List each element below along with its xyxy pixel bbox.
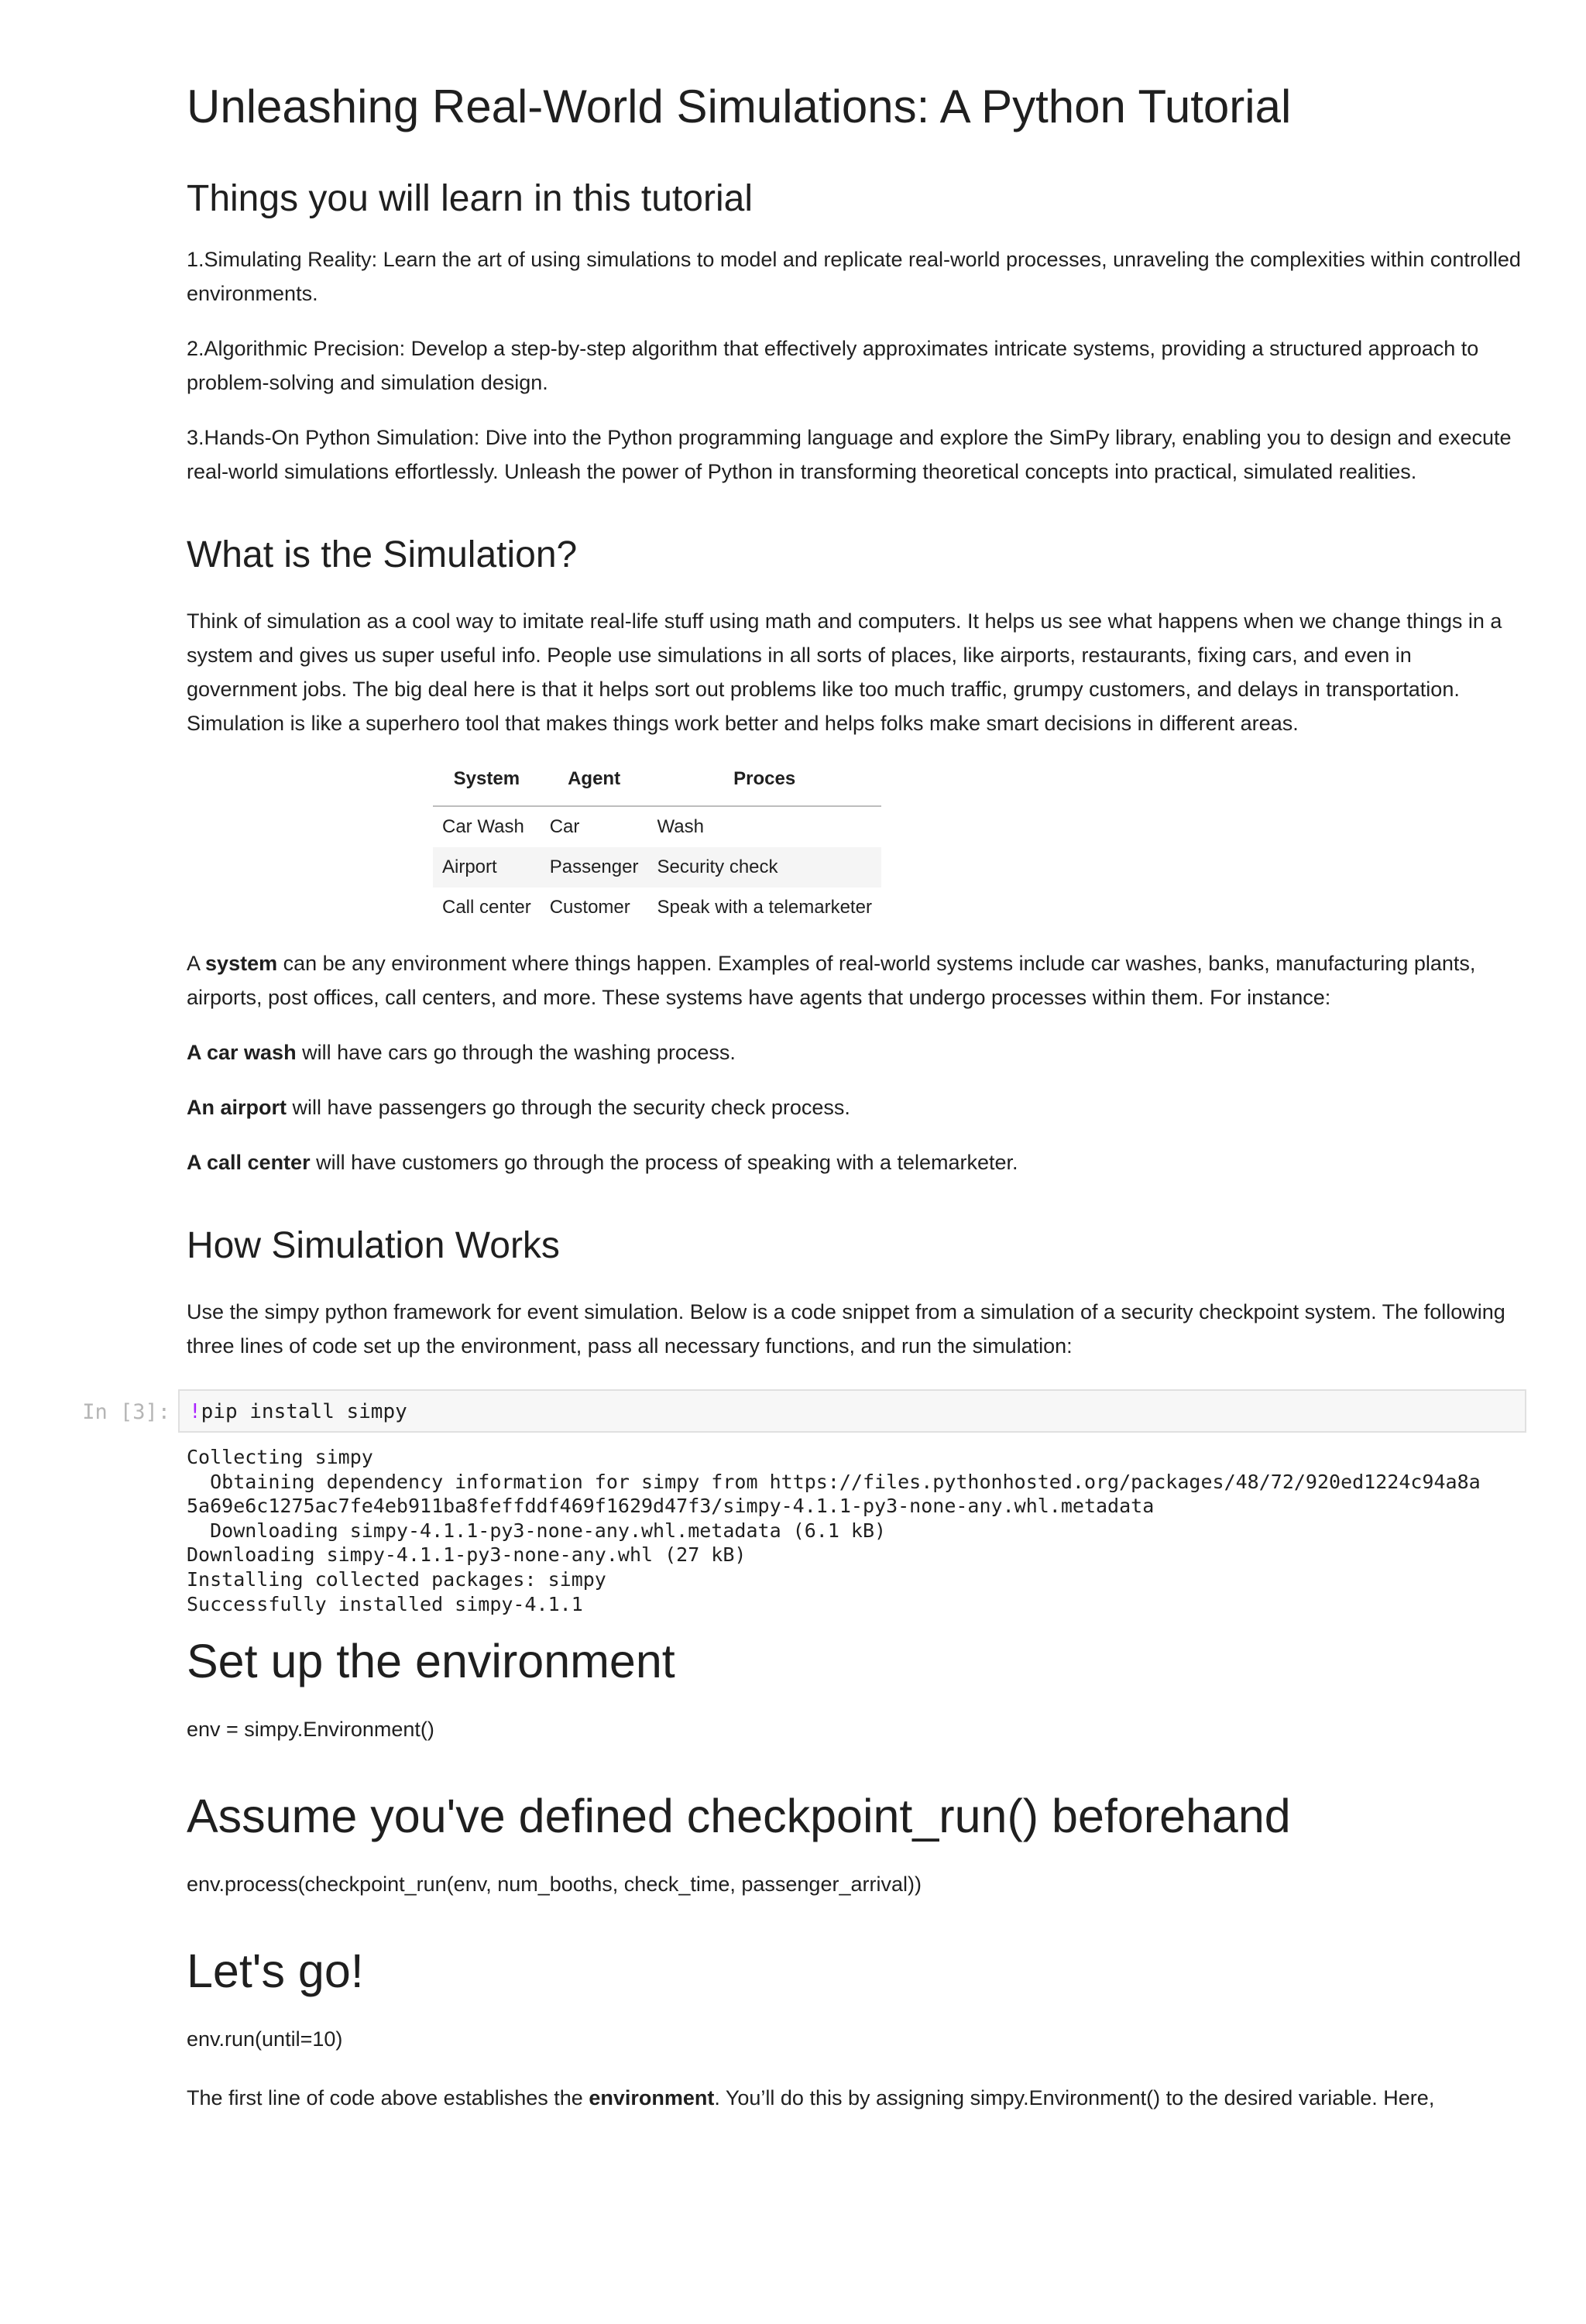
text-span: A — [187, 952, 206, 975]
table-row — [433, 887, 881, 928]
cell-prompt: In [3]: — [82, 1400, 170, 1424]
bold-term: environment — [589, 2086, 715, 2110]
assume-heading: Assume you've defined checkpoint_run() beforehand — [187, 1790, 1291, 1843]
bold-term: An airport — [187, 1096, 287, 1119]
what-heading: What is the Simulation? — [187, 534, 578, 575]
text-span: will have customers go through the process of speaking with a telemarketer. — [310, 1151, 1018, 1174]
table-row — [433, 847, 881, 887]
cell-output: Collecting simpy Obtaining dependency information for simpy from https://files.pythonhosted.org/packages/48/72/920ed1224c94a8a 5a69e6c1275ac7fe4eb911ba8feffddf469f1629d47f3/simpy-4.1.1-py3-none-any.whl.metadata Downloading simpy-4.1.1-py3-none-any.whl.metadata (6.1 kB) Downloading simpy-4.1.1-py3-none-any.whl (27 kB) Installing collected packages: simpy Successfully installed simpy-4.1.1 — [187, 1446, 1481, 1615]
text-span: The first line of code above establishes the — [187, 2086, 589, 2110]
page-title: Unleashing Real-World Simulations: A Python Tutorial — [187, 81, 1292, 132]
example-airport — [187, 1090, 1526, 1124]
table-row — [433, 806, 881, 847]
bold-term: system — [205, 952, 278, 975]
notebook-page — [0, 80, 1586, 2324]
final-paragraph — [187, 2081, 1526, 2115]
text-span: will have cars go through the washing process. — [296, 1041, 736, 1064]
bold-term: A call center — [187, 1151, 311, 1174]
table-cell: Airport — [433, 847, 541, 887]
letsgo-heading: Let's go! — [187, 1945, 364, 1998]
what-paragraph: Think of simulation as a cool way to imitate real-life stuff using math and computers. It helps us see what happens when we change things in a system and gives us super useful info. People use simulations in all sorts of places, like airports, restaurants, fixing cars, and even in government jobs. The big deal here is that it helps sort out problems like too much traffic, grumpy customers, and delays in transportation. Simulation is like a superhero tool that makes things work better and helps folks make smart decisions in different areas. — [187, 609, 1502, 735]
table-header-row — [433, 764, 881, 806]
how-heading: How Simulation Works — [187, 1225, 560, 1266]
text-span: . You’ll do this by assigning simpy.Environment() to the desired variable. Here, — [714, 2086, 1435, 2110]
table-cell: Wash — [657, 816, 704, 837]
systems-table — [433, 764, 881, 928]
learn-item-3: 3.Hands-On Python Simulation: Dive into the Python programming language and explore the SimPy library, enabling you to design and execute real-world simulations effortlessly. Unleash the power of Python in transforming theoretical concepts into practical, simulated realities. — [187, 426, 1512, 483]
learn-item-1: 1.Simulating Reality: Learn the art of using simulations to model and replicate real-world processes, unraveling the complexities within controlled environments. — [187, 248, 1521, 305]
table-container — [187, 764, 1526, 928]
cell-code: pip install simpy — [201, 1400, 407, 1423]
cell-input[interactable] — [178, 1389, 1526, 1433]
code-cell[interactable] — [82, 1389, 1526, 1616]
setup-heading: Set up the environment — [187, 1635, 675, 1688]
table-cell: Car Wash — [442, 816, 524, 837]
example-car-wash — [187, 1035, 1526, 1069]
table-header-process: Proces — [647, 764, 881, 806]
notebook-content — [82, 80, 1526, 2115]
learn-heading: Things you will learn in this tutorial — [187, 178, 753, 219]
shell-bang: ! — [189, 1400, 201, 1423]
table-cell: Security check — [647, 847, 881, 887]
table-cell: Speak with a telemarketer — [657, 897, 872, 918]
system-paragraph — [187, 946, 1526, 1014]
text-span: can be any environment where things happen. Examples of real-world systems include car washes, banks, manufacturing plants, airports, post offices, call centers, and more. These systems have agents that undergo processes within them. For instance: — [187, 952, 1476, 1009]
bold-term: A car wash — [187, 1041, 297, 1064]
text-span: will have passengers go through the security check process. — [287, 1096, 850, 1119]
table-cell: Car — [549, 816, 580, 837]
table-cell: Passenger — [541, 847, 648, 887]
table-cell: Call center — [442, 897, 531, 918]
letsgo-code-line: env.run(until=10) — [187, 2027, 343, 2051]
learn-item-2: 2.Algorithmic Precision: Develop a step-by-step algorithm that effectively approximates intricate systems, providing a structured approach to problem-solving and simulation design. — [187, 337, 1479, 394]
setup-code-line: env = simpy.Environment() — [187, 1718, 434, 1742]
example-call-center — [187, 1145, 1526, 1179]
table-cell: Customer — [549, 897, 630, 918]
how-paragraph: Use the simpy python framework for event simulation. Below is a code snippet from a simulation of a security checkpoint system. The following three lines of code set up the environment, pass all necessary functions, and run the simulation: — [187, 1300, 1505, 1358]
table-header-agent: Agent — [541, 764, 648, 806]
assume-code-line: env.process(checkpoint_run(env, num_booths, check_time, passenger_arrival)) — [187, 1873, 922, 1897]
table-header-system: System — [433, 764, 541, 806]
